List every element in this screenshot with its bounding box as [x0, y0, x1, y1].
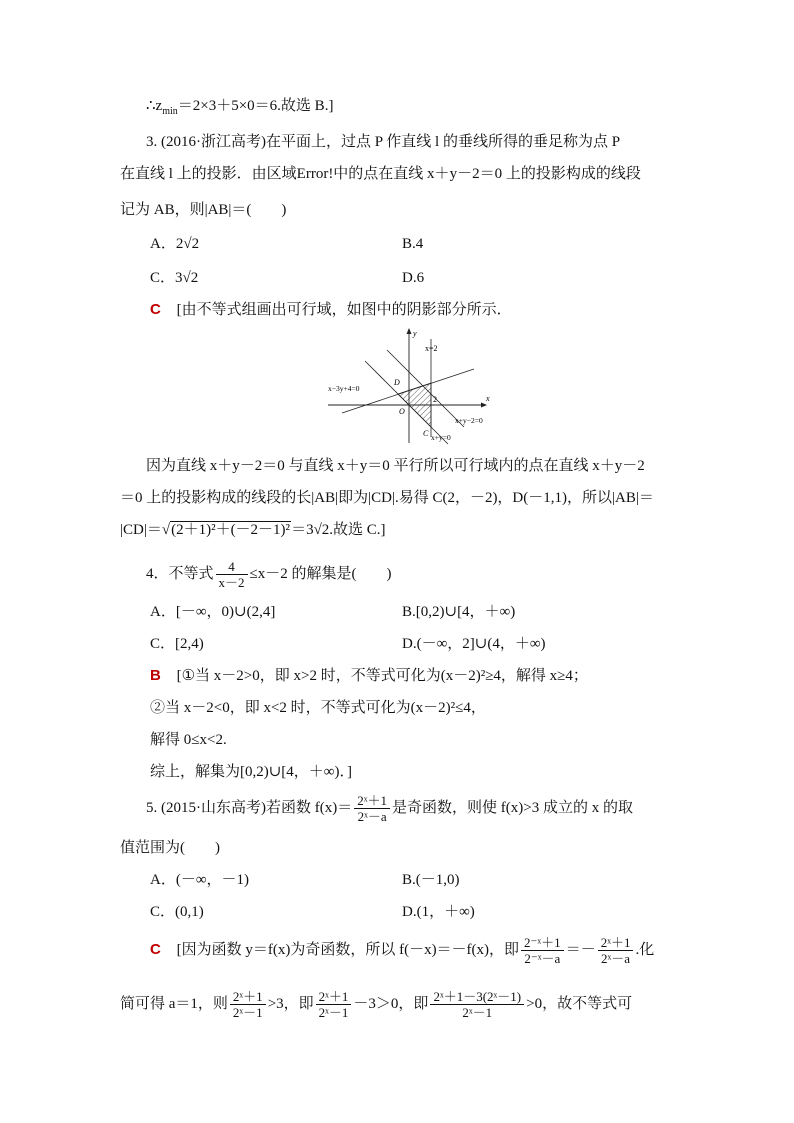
q3-option-b: B.4 [402, 236, 424, 252]
label-x-axis: x [486, 394, 490, 403]
q5-stem-line1: 5. (2015·山东高考)若函数 f(x)＝ $\frac{\text{2ˣ＋1}}{\text{2ˣ－a}}$ 是奇函数，则使 f(x)>3 成立的 x 的取 [146, 793, 633, 825]
label-y-axis: y [413, 329, 417, 338]
q5-function-fraction: $\frac{\text{2ˣ＋1}}{\text{2ˣ－a}}$ [354, 793, 390, 824]
q4-fraction: $\frac{4}{x-2}$ [216, 559, 248, 590]
q3-solution-line4: |CD|＝√(2＋1)²＋(－2－1)²＝3√2.故选 C.] [120, 522, 386, 538]
q3-solution-line3: ＝0 上的投影构成的线段的长|AB|即为|CD|.易得 C(2，－2)，D(－1,1)，所以|AB|＝ [120, 490, 654, 506]
q5-option-a: A．(－∞，－1) [150, 872, 250, 888]
q4-option-b: B.[0,2)∪[4，＋∞) [402, 604, 516, 620]
label-origin: O [399, 407, 405, 416]
q4-option-a: A．[－∞，0)∪(2,4] [150, 604, 276, 620]
label-tick-2: 2 [433, 395, 437, 404]
q4-option-d: D.(－∞，2]∪(4，＋∞) [402, 636, 546, 652]
x-axis-arrow [481, 403, 487, 408]
q3-solution-line2: 因为直线 x＋y－2＝0 与直线 x＋y＝0 平行所以可行域内的点在直线 x＋y－2 [146, 458, 645, 474]
q5-solution-line1: C [因为函数 y＝f(x)为奇函数，所以 f(－x)＝－f(x)，即 $\frac{\text{2⁻ˣ＋1}}{\text{2⁻ˣ－a}}$ ＝－ $\frac{\text{2ˣ＋1}}{\text{2ˣ－a}}$ .化 [150, 935, 655, 967]
q5-option-b: B.(－1,0) [402, 872, 460, 888]
q4-option-c: C．[2,4) [150, 636, 204, 652]
q4-solution-line3: 解得 0≤x<2. [150, 732, 227, 748]
q3-solution-line1: C [由不等式组画出可行域，如图中的阴影部分所示． [150, 301, 512, 318]
label-point-c: C [423, 429, 429, 438]
q3-answer: C [150, 301, 161, 318]
label-line-x-y-0: x+y=0 [431, 433, 451, 442]
q4-solution-line4: 综上，解集为[0,2)∪[4，＋∞)．] [150, 764, 352, 780]
feasible-region-figure [324, 325, 504, 447]
label-line-x-y-2: x+y−2=0 [455, 416, 483, 425]
q3-option-c: C．3√2 [150, 270, 199, 286]
q5-option-d: D.(1，＋∞) [402, 904, 475, 920]
q5-answer: C [150, 941, 161, 958]
q3-option-a: A．2√2 [150, 236, 200, 252]
y-axis-arrow [407, 328, 412, 334]
q3-stem-line3: 记为 AB，则|AB|＝( ) [120, 202, 287, 218]
q4-stem: 4．不等式 $\frac{4}{x-2}$ ≤x－2 的解集是( ) [146, 559, 392, 591]
q3-stem-line2: 在直线 l 上的投影．由区域Error!中的点在直线 x＋y－2＝0 上的投影构成的线段 [120, 166, 641, 182]
line-x-3y-4 [342, 369, 474, 413]
label-point-d: D [394, 378, 400, 387]
q3-option-d: D.6 [402, 270, 425, 286]
label-x-eq-2: x=2 [425, 344, 438, 353]
prev-conclusion: $\therefore z_{min}=2\times 3+5\times 0=6$.故选 B.] [146, 98, 334, 117]
q5-stem-line2: 值范围为( ) [120, 840, 220, 856]
q4-solution-line2: ②当 x－2<0，即 x<2 时，不等式可化为(x－2)²≤4， [150, 700, 486, 716]
q5-solution-line2: 简可得 a＝1，则 $\frac{\text{2ˣ＋1}}{\text{2ˣ－1}}$ >3，即 $\frac{\text{2ˣ＋1}}{\text{2ˣ－1}}$ －3＞0，即 $\frac{\text{2ˣ＋1－3(2ˣ－1)}}{\text{2ˣ－1}}$ >0，故不等式可 [120, 989, 633, 1021]
q5-option-c: C．(0,1) [150, 904, 204, 920]
q4-answer: B [150, 667, 161, 684]
label-line-x-3y-4: x−3y+4=0 [328, 384, 360, 393]
q4-solution-line1: B [①当 x－2>0，即 x>2 时，不等式可化为(x－2)²≥4，解得 x≥4； [150, 667, 588, 684]
q3-stem-line1: 3. (2016·浙江高考)在平面上，过点 P 作直线 l 的垂线所得的垂足称为点 P [146, 134, 621, 150]
